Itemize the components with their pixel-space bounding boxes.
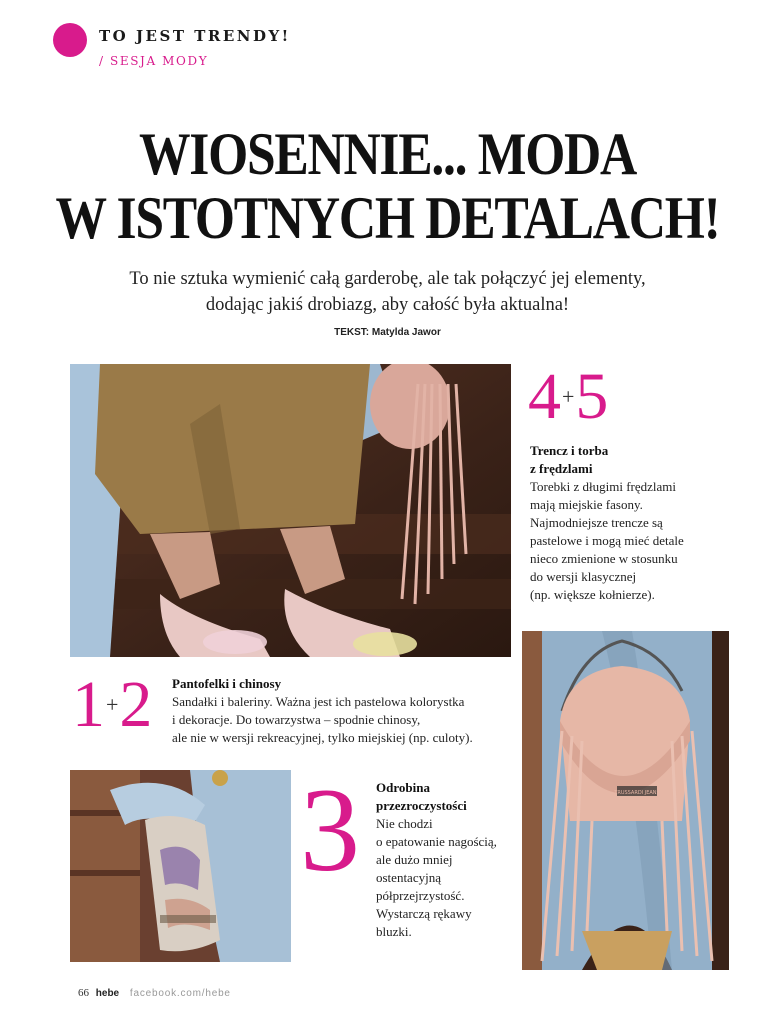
title-line: z frędzlami [530, 461, 593, 476]
headline-line-2: W ISTOTNYCH DETALACH! [55, 185, 720, 251]
body-line: mają miejskie fasony. [530, 497, 643, 512]
body-line: do wersji klasycznej [530, 569, 637, 584]
item-number-1-2 [72, 668, 153, 741]
section-marker-dot [53, 23, 87, 57]
item-shoes-chinos-text [172, 675, 502, 747]
sleeve-illustration [70, 770, 291, 962]
article-headline [54, 122, 721, 250]
headline-line-1: WIOSENNIE... MODA [139, 121, 636, 187]
body-line: i dekoracje. Do towarzystwa – spodnie chinosy, [172, 712, 421, 727]
item-shoes-chinos-body [172, 693, 502, 747]
body-line: nieco zmienione w stosunku [530, 551, 678, 566]
body-line: Nie chodzi [376, 816, 433, 831]
bag-illustration [522, 631, 729, 970]
facebook-link[interactable]: facebook.com/hebe [129, 988, 231, 999]
number-1: 1 [72, 668, 105, 741]
shoes-illustration [70, 364, 511, 657]
title-line: Odrobina [376, 780, 430, 795]
plus-sign: + [106, 691, 119, 717]
section-subtitle: / SESJA MODY [99, 54, 209, 68]
number-5: 5 [575, 360, 609, 433]
photo-fringe-bag [522, 631, 729, 970]
title-line: przezroczystości [376, 798, 467, 813]
body-line: Najmodniejsze trencze są [530, 515, 663, 530]
body-line: ale dużo mniej [376, 852, 453, 867]
author-credit: TEKST: Matylda Jawor [334, 327, 441, 338]
item-trench-bag-body [530, 478, 710, 604]
lead-line-1: To nie sztuka wymienić całą garderobę, ale tak połączyć jej elementy, [129, 269, 646, 289]
item-sheer-title [376, 779, 511, 815]
photo-sheer-sleeve [70, 770, 291, 962]
page-number: 66 [78, 987, 89, 999]
section-title: TO JEST TRENDY! [99, 27, 291, 45]
body-line: o epatowanie nagością, [376, 834, 497, 849]
item-number-4-5 [528, 360, 609, 433]
item-sheer-text [376, 779, 511, 941]
body-line: ale nie w wersji rekreacyjnej, tylko miejskiej (np. culoty). [172, 730, 473, 745]
lead-line-2: dodając jakiś drobiazg, aby całość była aktualna! [205, 295, 570, 315]
number-2: 2 [119, 668, 153, 741]
item-trench-bag-title [530, 442, 710, 478]
body-line: Sandałki i baleriny. Ważna jest ich pastelowa kolorystka [172, 694, 465, 709]
body-line: pastelowe i mogą mieć detale [530, 533, 684, 548]
magazine-name: hebe [95, 988, 120, 999]
article-lead [60, 266, 715, 318]
body-line: Torebki z długimi frędzlami [530, 479, 677, 494]
item-sheer-body [376, 815, 511, 941]
title-line: Trencz i torba [530, 443, 609, 458]
body-line: półprzejrzystość. [376, 888, 465, 903]
photo-shoes-chinos [70, 364, 511, 657]
number-4: 4 [528, 360, 561, 433]
bag-brand-logo: TRUSSARDI JEANS [614, 790, 660, 796]
body-line: Wystarczą rękawy [376, 906, 472, 921]
item-shoes-chinos-title: Pantofelki i chinosy [172, 676, 282, 691]
plus-sign: + [562, 383, 575, 409]
item-number-3: 3 [300, 763, 360, 896]
body-line: (np. większe kołnierze). [530, 587, 655, 602]
body-line: bluzki. [376, 924, 412, 939]
page-footer [78, 987, 231, 999]
body-line: ostentacyjną [376, 870, 441, 885]
item-trench-bag-text [530, 442, 710, 604]
